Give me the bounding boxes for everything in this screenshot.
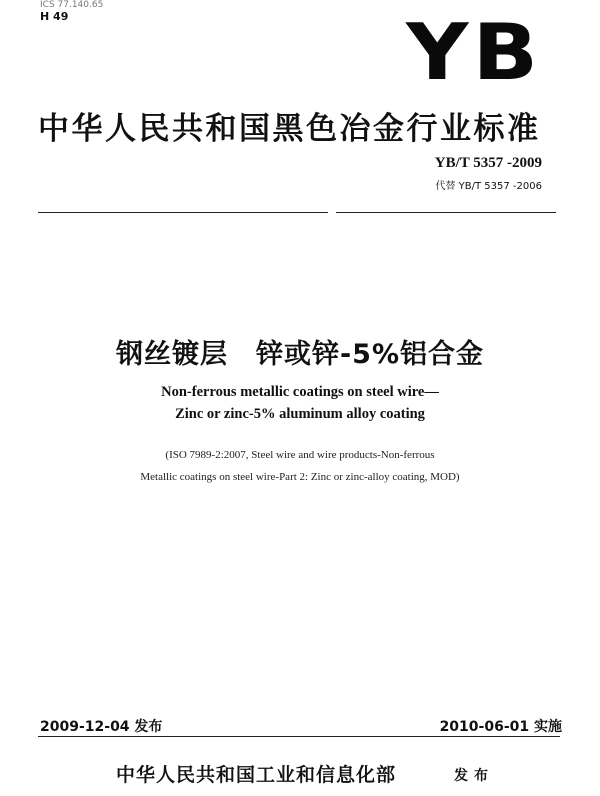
publish-label: 发布 [454, 768, 494, 784]
yb-logo: YB [406, 7, 542, 98]
title-english-line2: Zinc or zinc-5% aluminum alloy coating [175, 406, 425, 422]
ics-code: ICS 77.140.65 [40, 0, 104, 10]
standard-number: YB/T 5357 -2009 [434, 155, 542, 171]
implementation-date: 2010-06-01 实施 [439, 719, 562, 735]
replaces-note: 代替 YB/T 5357 -2006 [435, 181, 542, 192]
header-divider-right [336, 212, 556, 213]
footer-divider [38, 736, 560, 737]
issue-date: 2009-12-04 发布 [40, 719, 163, 735]
publisher-name: 中华人民共和国工业和信息化部 [116, 764, 397, 786]
iso-reference-line1: (ISO 7989-2:2007, Steel wire and wire products-Non-ferrous [165, 449, 435, 461]
classification-code: H 49 [40, 10, 69, 23]
iso-reference-line2: Metallic coatings on steel wire-Part 2: Zinc or zinc-alloy coating, MOD) [140, 471, 460, 483]
title-chinese: 钢丝镀层 锌或锌-5%铝合金 [115, 339, 485, 370]
title-english-line1: Non-ferrous metallic coatings on steel wire— [161, 384, 439, 400]
organization-title: 中华人民共和国黑色冶金行业标准 [38, 111, 541, 147]
header-divider-left [38, 212, 328, 213]
